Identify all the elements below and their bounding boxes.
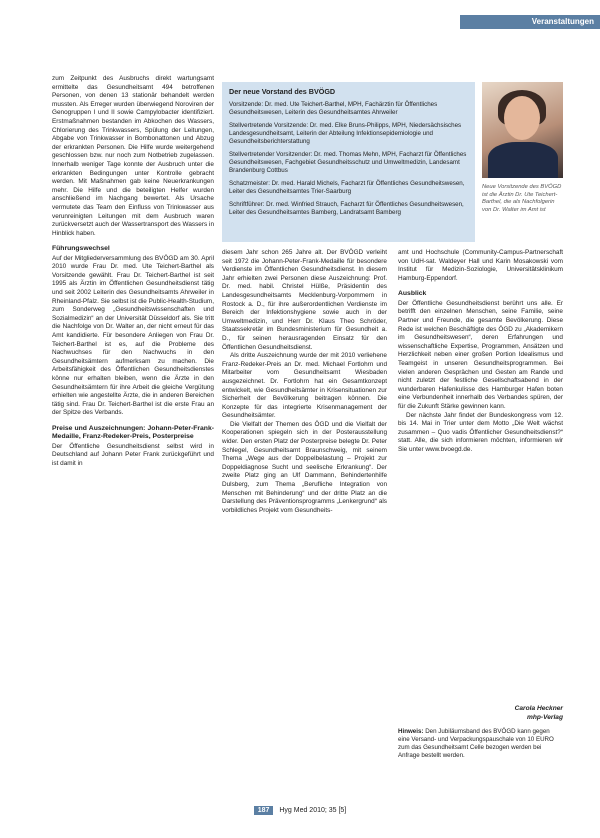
section-tag: Veranstaltungen	[460, 15, 600, 29]
photo-face	[504, 96, 540, 140]
photo-caption: Neue Vorsitzende des BVÖGD ist die Ärztin Dr. Ute Teichert-Barthel, die als Nachfolgerin von Dr. Walter im Amt ist	[482, 184, 562, 213]
column-3	[398, 249, 563, 454]
journal-ref: Hyg Med 2010; 35 [5]	[279, 807, 347, 814]
paragraph: Der nächste Jahr findet der Bundeskongress vom 12. bis 14. Mai in Trier unter dem Motto „Die Welt wächst zusammen – Quo vadis Öffentlicher Gesundheitsdienst?“ statt. Alle, die sich informieren möchten, informieren wir Sie unter www.bvoegd.de.	[398, 411, 563, 453]
author-signature	[398, 704, 563, 722]
note-text: Den Jubiläumsband des BVÖGD kann gegen eine Versand- und Verpackungspauschale von 10 EURO zum das Gesundheitsamt Celle bezogen werden bei Anfrage bestellt werden.	[398, 728, 554, 759]
paragraph: Der Öffentliche Gesundheitsdienst berührt uns alle. Er betrifft den einzelnen Menschen, seine Familie, seine Partner und Freunde, die gesamte Bevölkerung. Diese Rede ist welchen Beschäftigte des ÖGD zu „Akademikern im Gesundheitswesen“, deren Erfahrungen und wissenschaftliche Expertise, Programmen, Ansätzen und Herzlichkeit neben einer großen Portion Idealismus und Teamgeist in unseren Gesundheitsprogrammen. Bei vielen anderen Gesprächen und Gesten am Rande und nicht zuletzt der festliche Gesellschaftsabend in der wunderbaren Hafenkulisse des Hamburger Hafen boten eine Verbundenheit innerhalb des Verbandes spüren, der für die Zukunft Stärke gewinnen kann.	[398, 299, 563, 410]
paragraph: Die Vielfalt der Themen des ÖGD und die Vielfalt der Kooperationen spiegeln sich in der Posterausstellung wider. Den ersten Platz der Posterpreise belegte Dr. Peter Schlegel, Gesundheitsamt Braunschweig, mit seinem Thema „Wege aus der Doppelbelastung – Projekt zur Doppeldiagnose Sucht und seelische Erkrankung“. Der zweite Platz ging an Ulf Dammann, Behindertenhilfe Dulsberg, zum Thema „Berufliche Integration von Menschen mit Behinderung“ und der dritte Platz an die Darstellung des Präventionsprogramms „Lenkergrund“ als vorbildliches Projekt vom Gesundheits-	[222, 420, 387, 514]
note-label: Hinweis:	[398, 728, 424, 735]
subheading-fuehrungswechsel: Führungswechsel	[52, 245, 110, 253]
paragraph: Auf der Mitgliederversammlung des BVÖGD am 30. April 2010 wurde Frau Dr. med. Ute Teichert-Barthel als Vorsitzende gewählt. Frau Dr. Teichert-Barthel ist seit 1995 als Ärztin im Öffentlichen Gesundheitsdienst tätig und seit 2002 Leiterin des Gesundheitsamts Ahrweiler in Rheinland-Pfalz. Sie selbst ist die Public-Health-Studium, zum Sonderweg „Gesundheitswissenschaften und Sozialmedizin“ an der Universität Düsseldorf als. Sie tritt die Nachfolge von Dr. Walter an, der nicht erneut für das Amt kandidierte. Für besondere Anliegen von Frau Dr. Teichert-Barthel ist es, auf die Probleme des Nachwuchses für den Nachwuchs in den Gesundheitsämtern aufmerksam zu machen. Die Arbeitsfähigkeit des Öffentlichen Gesundheitsdienstes könne nur erhalten bleiben, wenn die Ärzte in den Gesundheitsämtern für ihre Arbeit die gleiche Vergütung erhielten wie angestellte Ärzte, die in anderen Bereichen tätig sind. Frau Dr. Teichert-Barthel ist die erste Frau an der Spitze des Verbands.	[52, 254, 214, 417]
board-info-box	[222, 82, 475, 242]
box-entry: Stellvertretender Vorsitzender: Dr. med. Thomas Mehn, MPH, Facharzt für Öffentliches Gesundheitswesen, Fachgebiet Gesundheitsschutz und Umweltmedizin, Landesamt Brandenburg Cottbus	[229, 151, 467, 174]
note-box	[398, 728, 563, 760]
box-title: Der neue Vorstand des BVÖGD	[229, 87, 336, 96]
paragraph: Als dritte Auszeichnung wurde der mit 2010 verliehene Franz-Redeker-Preis an Dr. med. Michael Fortlohrn und Mitarbeiter vom Gesundheitsamt Wiesbaden ausgezeichnet. Dr. Fortlohrn hat ein Gesamtkonzept entwickelt, wie Gesundheitsämter in Krisensituationen zur Sicherheit der Bevölkerung beitragen können. Die Konzepte für das integrierte Krisenmanagement der Gesundheitsämter.	[222, 352, 387, 420]
paragraph: Der Öffentliche Gesundheitsdienst selbst wird in Deutschland auf Johann Peter Frank zurückgeführt und ist damit in	[52, 442, 214, 467]
box-entry: Schriftführer: Dr. med. Winfried Strauch, Facharzt für Öffentliches Gesundheitswesen, Leiter des Gesundheitsamtes Bamberg, Landratsamt Bamberg	[229, 201, 464, 216]
page-footer	[0, 806, 600, 815]
box-entry: Vorsitzende: Dr. med. Ute Teichert-Barthel, MPH, Fachärztin für Öffentliches Gesundheitswesen, Leiterin des Gesundheitsamtes Ahrweiler	[229, 101, 438, 116]
column-1	[52, 75, 214, 469]
paragraph: diesem Jahr schon 265 Jahre alt. Der BVÖGD verleiht seit 1972 die Johann-Peter-Frank-Medaille für besondere Verdienste im Öffentlichen Gesundheitsdienst. In diesem Jahr erhielten zwei Personen diese Auszeichnung: Prof. Dr. med. habil. Christel Hülße, Präsidentin des Landesgesundheitsamts Mecklenburg-Vorpommern in Rostock a. D., für ihre außerordentlichen Verdienste im Bereich der Infektionshygiene sowie auch in der Umweltmedizin, und Herr Dr. Klaus Theo Schröder, Staatssekretär im Bundesministerium für Gesundheit a. D., für seinen herausragenden Einsatz für den Öffentlichen Gesundheitsdienst.	[222, 249, 387, 351]
paragraph: amt und Hochschule (Community-Campus-Partnerschaft von UdH-sat. Waldeyer Hall und Karin Mosakowski vom Institut für Medizin-Soziologie, Universitätsklinikum Hamburg-Eppendorf.	[398, 249, 563, 282]
box-entry: Stellvertretende Vorsitzende: Dr. med. Elke Bruns-Philipps, MPH, Niedersächsisches Landesgesundheitsamt, Leiterin der Abteilung Infektionsepidemiologie und Gesundheitsberichterstattung	[229, 122, 462, 145]
author-name: Carola Heckner	[514, 705, 563, 712]
subheading-preise: Preise und Auszeichnungen: Johann-Peter-Frank-Medaille, Franz-Redeker-Preis, Posterpreise	[52, 424, 214, 441]
paragraph: zum Zeitpunkt des Ausbruchs direkt wartungsamt ermittelte das Gesundheitsamt 494 betroffenen Personen, von denen 13 stationär behandelt werden mussten. Als Erreger wurden überwiegend Noroviren der Genogruppen I und II sowie Campylobacter identifiziert. Erstmaßnahmen bestanden im Abkochen des Wassers, Chlorierung des Trinkwassers, Spülung der Leitungen, Abgabe von Trinkwasser in Bombonattonen und Abzug der erkrankten Personen. Die Hilfe wurde weitergehend geschlossen bzw. nur noch zum Notbetrieb zugelassen. Innerhalb weniger Tage konnte der Ausbruch unter die erkrankten Bedingungen unter Kontrolle gebracht werden. Mit Maßnahmen gab keine Neuerkrankungen mehr. Die Hilfe und die beteiligten Helfer wurden anschließend im Nachgang bewertet. Als Ursache vermutete das Team den Einfluss von Trinkwasser aus verunreinigten Leitungen mit dem Ausbruch waren zurückversetzt auch der Wassertransport des Wassers in Hinblick haben.	[52, 75, 214, 237]
page-number: 187	[254, 806, 274, 815]
column-2	[222, 249, 387, 515]
box-entry: Schatzmeister: Dr. med. Harald Michels, Facharzt für Öffentliches Gesundheitswesen, Leiter des Gesundheitsamtes Trier-Saarburg	[229, 180, 465, 195]
subheading-ausblick: Ausblick	[398, 290, 427, 298]
author-org: mhp-Verlag	[526, 714, 563, 721]
portrait-photo	[482, 82, 563, 178]
photo-body	[488, 142, 558, 178]
